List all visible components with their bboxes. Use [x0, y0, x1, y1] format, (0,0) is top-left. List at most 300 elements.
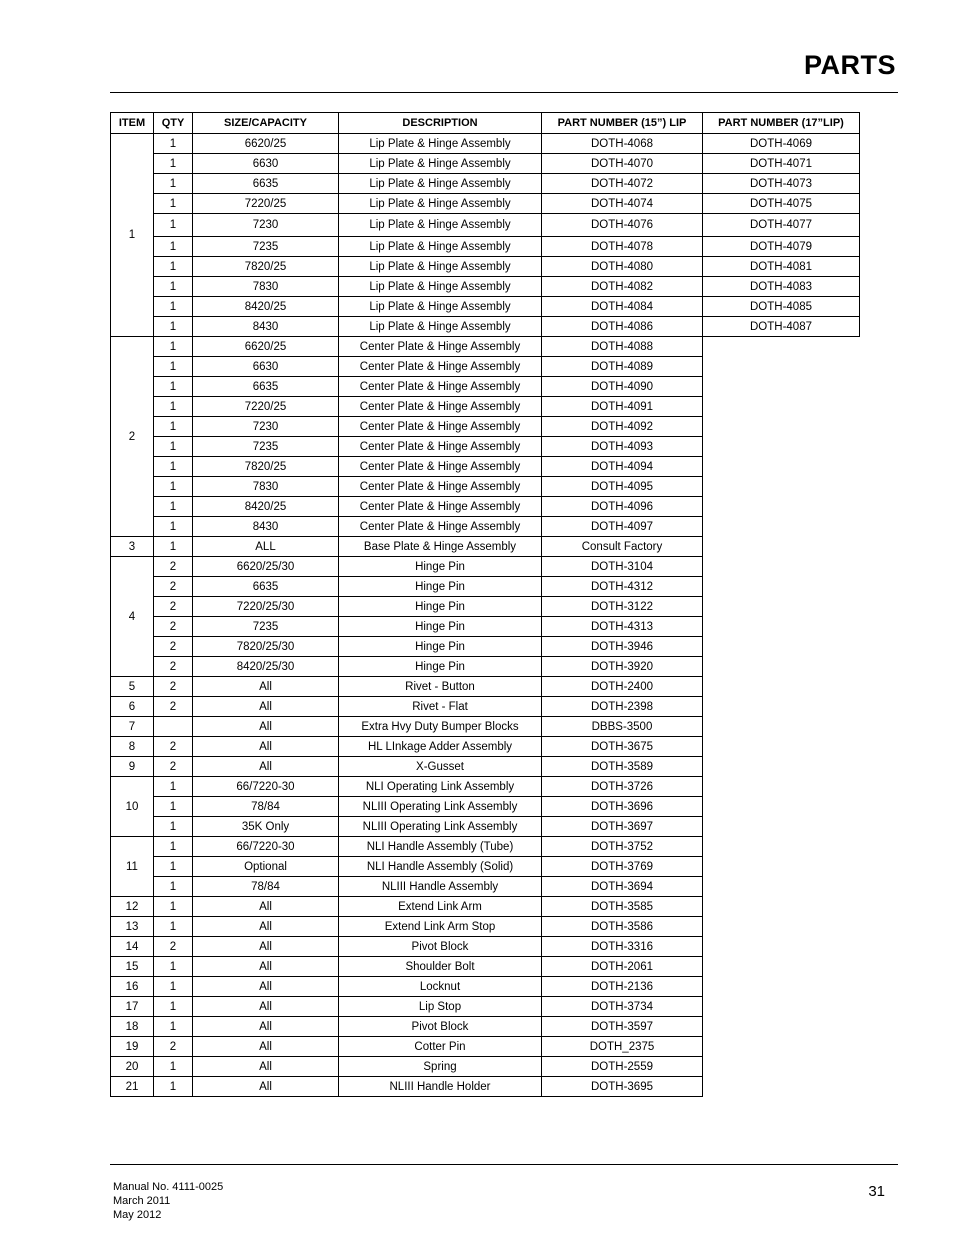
empty-cell [703, 577, 860, 597]
part-number-15-cell: DOTH-4313 [542, 617, 703, 637]
size-cell: 6635 [193, 377, 339, 397]
table-row [111, 134, 860, 154]
part-number-15-cell: Consult Factory [542, 537, 703, 557]
qty-cell: 2 [154, 597, 193, 617]
description-cell: HL LInkage Adder Assembly [339, 737, 542, 757]
part-number-17-cell: DOTH-4075 [703, 194, 860, 214]
part-number-15-cell: DOTH-2061 [542, 957, 703, 977]
table-row [111, 937, 860, 957]
empty-cell [703, 797, 860, 817]
qty-cell: 1 [154, 257, 193, 277]
description-cell: Center Plate & Hinge Assembly [339, 517, 542, 537]
table-row [111, 257, 860, 277]
qty-cell: 2 [154, 657, 193, 677]
description-cell: Center Plate & Hinge Assembly [339, 457, 542, 477]
qty-cell: 1 [154, 497, 193, 517]
part-number-17-cell: DOTH-4079 [703, 237, 860, 257]
description-cell: Shoulder Bolt [339, 957, 542, 977]
table-row [111, 154, 860, 174]
item-number-cell: 12 [111, 897, 154, 917]
qty-cell: 1 [154, 437, 193, 457]
description-cell: Rivet - Button [339, 677, 542, 697]
item-number-cell: 17 [111, 997, 154, 1017]
description-cell: Center Plate & Hinge Assembly [339, 357, 542, 377]
table-row [111, 817, 860, 837]
size-cell: 6635 [193, 577, 339, 597]
table-row [111, 497, 860, 517]
part-number-15-cell: DOTH-3316 [542, 937, 703, 957]
qty-cell: 1 [154, 977, 193, 997]
description-cell: Center Plate & Hinge Assembly [339, 437, 542, 457]
size-cell: 7830 [193, 477, 339, 497]
qty-cell: 1 [154, 997, 193, 1017]
qty-cell: 1 [154, 857, 193, 877]
empty-cell [703, 717, 860, 737]
table-row [111, 437, 860, 457]
part-number-17-cell: DOTH-4077 [703, 214, 860, 237]
empty-cell [703, 857, 860, 877]
empty-cell [703, 457, 860, 477]
part-number-17-cell: DOTH-4073 [703, 174, 860, 194]
size-cell: 7220/25 [193, 397, 339, 417]
part-number-15-cell: DOTH-4086 [542, 317, 703, 337]
description-cell: Lip Plate & Hinge Assembly [339, 174, 542, 194]
qty-cell: 1 [154, 917, 193, 937]
part-number-15-cell: DOTH-3734 [542, 997, 703, 1017]
item-number-cell: 8 [111, 737, 154, 757]
qty-cell: 1 [154, 397, 193, 417]
part-number-15-cell: DOTH-3769 [542, 857, 703, 877]
table-row [111, 237, 860, 257]
empty-cell [703, 357, 860, 377]
description-cell: Lip Plate & Hinge Assembly [339, 277, 542, 297]
qty-cell: 1 [154, 277, 193, 297]
parts-table [110, 112, 860, 1097]
part-number-15-cell: DOTH-4091 [542, 397, 703, 417]
size-cell: All [193, 697, 339, 717]
size-cell: All [193, 717, 339, 737]
item-number-cell: 5 [111, 677, 154, 697]
table-row [111, 757, 860, 777]
table-row [111, 697, 860, 717]
description-cell: Hinge Pin [339, 637, 542, 657]
description-cell: Lip Plate & Hinge Assembly [339, 154, 542, 174]
qty-cell: 1 [154, 317, 193, 337]
empty-cell [703, 837, 860, 857]
issue-date: March 2011 [113, 1195, 171, 1207]
table-row [111, 977, 860, 997]
description-cell: Hinge Pin [339, 617, 542, 637]
size-cell: 78/84 [193, 797, 339, 817]
part-number-15-cell: DOTH-4095 [542, 477, 703, 497]
description-cell: Hinge Pin [339, 577, 542, 597]
description-cell: Hinge Pin [339, 557, 542, 577]
part-number-15-cell: DOTH-2398 [542, 697, 703, 717]
table-row [111, 317, 860, 337]
column-header-qty: QTY [154, 113, 193, 134]
table-row [111, 857, 860, 877]
part-number-15-cell: DOTH-4092 [542, 417, 703, 437]
description-cell: Pivot Block [339, 1017, 542, 1037]
table-row [111, 477, 860, 497]
description-cell: Pivot Block [339, 937, 542, 957]
qty-cell: 2 [154, 557, 193, 577]
item-number-cell: 10 [111, 777, 154, 837]
empty-cell [703, 337, 860, 357]
qty-cell: 1 [154, 817, 193, 837]
size-cell: 7235 [193, 237, 339, 257]
part-number-15-cell: DOTH-4312 [542, 577, 703, 597]
item-number-cell: 2 [111, 337, 154, 537]
size-cell: 6620/25/30 [193, 557, 339, 577]
table-header-row [111, 113, 860, 134]
size-cell: 7235 [193, 617, 339, 637]
qty-cell: 1 [154, 537, 193, 557]
table-row [111, 337, 860, 357]
empty-cell [703, 417, 860, 437]
qty-cell: 2 [154, 937, 193, 957]
part-number-15-cell: DOTH-4082 [542, 277, 703, 297]
empty-cell [703, 937, 860, 957]
empty-cell [703, 957, 860, 977]
size-cell: All [193, 937, 339, 957]
qty-cell: 1 [154, 417, 193, 437]
table-row [111, 1077, 860, 1097]
table-row [111, 617, 860, 637]
size-cell: 7820/25/30 [193, 637, 339, 657]
size-cell: 8420/25 [193, 497, 339, 517]
part-number-15-cell: DOTH-3694 [542, 877, 703, 897]
part-number-15-cell: DOTH_2375 [542, 1037, 703, 1057]
size-cell: 7830 [193, 277, 339, 297]
part-number-15-cell: DOTH-3695 [542, 1077, 703, 1097]
size-cell: 8420/25/30 [193, 657, 339, 677]
description-cell: NLI Handle Assembly (Solid) [339, 857, 542, 877]
part-number-17-cell: DOTH-4087 [703, 317, 860, 337]
table-row [111, 677, 860, 697]
empty-cell [703, 757, 860, 777]
qty-cell: 1 [154, 297, 193, 317]
item-number-cell: 16 [111, 977, 154, 997]
part-number-15-cell: DOTH-3586 [542, 917, 703, 937]
empty-cell [703, 477, 860, 497]
qty-cell: 2 [154, 697, 193, 717]
column-header-part-17: PART NUMBER (17”LIP) [703, 113, 860, 134]
description-cell: Lip Plate & Hinge Assembly [339, 317, 542, 337]
size-cell: ALL [193, 537, 339, 557]
empty-cell [703, 997, 860, 1017]
empty-cell [703, 497, 860, 517]
table-row [111, 917, 860, 937]
size-cell: All [193, 897, 339, 917]
qty-cell: 1 [154, 214, 193, 237]
table-row [111, 877, 860, 897]
part-number-15-cell: DOTH-4068 [542, 134, 703, 154]
table-row [111, 717, 860, 737]
description-cell: Base Plate & Hinge Assembly [339, 537, 542, 557]
empty-cell [703, 737, 860, 757]
part-number-15-cell: DOTH-4070 [542, 154, 703, 174]
part-number-15-cell: DOTH-4074 [542, 194, 703, 214]
empty-cell [703, 777, 860, 797]
description-cell: Locknut [339, 977, 542, 997]
table-row [111, 1037, 860, 1057]
size-cell: 8430 [193, 317, 339, 337]
part-number-15-cell: DOTH-4096 [542, 497, 703, 517]
part-number-15-cell: DOTH-4097 [542, 517, 703, 537]
table-row [111, 837, 860, 857]
part-number-15-cell: DOTH-3675 [542, 737, 703, 757]
size-cell: 7220/25/30 [193, 597, 339, 617]
part-number-15-cell: DOTH-4072 [542, 174, 703, 194]
part-number-15-cell: DOTH-4088 [542, 337, 703, 357]
table-row [111, 797, 860, 817]
size-cell: All [193, 957, 339, 977]
part-number-15-cell: DOTH-2136 [542, 977, 703, 997]
table-row [111, 357, 860, 377]
part-number-15-cell: DOTH-3597 [542, 1017, 703, 1037]
empty-cell [703, 1077, 860, 1097]
part-number-15-cell: DOTH-3122 [542, 597, 703, 617]
description-cell: Cotter Pin [339, 1037, 542, 1057]
size-cell: 7820/25 [193, 457, 339, 477]
size-cell: Optional [193, 857, 339, 877]
part-number-15-cell: DOTH-4089 [542, 357, 703, 377]
table-row [111, 897, 860, 917]
table-row [111, 957, 860, 977]
empty-cell [703, 657, 860, 677]
size-cell: All [193, 997, 339, 1017]
item-number-cell: 1 [111, 134, 154, 337]
description-cell: Hinge Pin [339, 657, 542, 677]
description-cell: NLI Handle Assembly (Tube) [339, 837, 542, 857]
qty-cell: 1 [154, 134, 193, 154]
item-number-cell: 13 [111, 917, 154, 937]
qty-cell: 1 [154, 1077, 193, 1097]
size-cell: All [193, 1057, 339, 1077]
part-number-15-cell: DOTH-3920 [542, 657, 703, 677]
description-cell: NLIII Operating Link Assembly [339, 797, 542, 817]
size-cell: All [193, 737, 339, 757]
qty-cell: 1 [154, 897, 193, 917]
part-number-15-cell: DOTH-3585 [542, 897, 703, 917]
description-cell: Lip Plate & Hinge Assembly [339, 257, 542, 277]
size-cell: All [193, 757, 339, 777]
column-header-description: DESCRIPTION [339, 113, 542, 134]
part-number-15-cell: DOTH-3697 [542, 817, 703, 837]
table-row [111, 737, 860, 757]
description-cell: Extra Hvy Duty Bumper Blocks [339, 717, 542, 737]
empty-cell [703, 977, 860, 997]
empty-cell [703, 817, 860, 837]
part-number-15-cell: DOTH-2559 [542, 1057, 703, 1077]
qty-cell: 1 [154, 1057, 193, 1077]
size-cell: All [193, 917, 339, 937]
qty-cell: 2 [154, 617, 193, 637]
column-header-part-15: PART NUMBER (15”) LIP [542, 113, 703, 134]
size-cell: All [193, 977, 339, 997]
description-cell: Center Plate & Hinge Assembly [339, 377, 542, 397]
table-row [111, 557, 860, 577]
part-number-15-cell: DBBS-3500 [542, 717, 703, 737]
empty-cell [703, 697, 860, 717]
item-number-cell: 15 [111, 957, 154, 977]
part-number-15-cell: DOTH-4094 [542, 457, 703, 477]
qty-cell: 2 [154, 757, 193, 777]
qty-cell: 1 [154, 877, 193, 897]
description-cell: Center Plate & Hinge Assembly [339, 397, 542, 417]
size-cell: 7230 [193, 417, 339, 437]
qty-cell: 2 [154, 577, 193, 597]
table-row [111, 397, 860, 417]
description-cell: Lip Plate & Hinge Assembly [339, 297, 542, 317]
empty-cell [703, 897, 860, 917]
qty-cell: 1 [154, 517, 193, 537]
qty-cell: 1 [154, 174, 193, 194]
item-number-cell: 7 [111, 717, 154, 737]
qty-cell: 1 [154, 337, 193, 357]
description-cell: Lip Plate & Hinge Assembly [339, 237, 542, 257]
bottom-rule [110, 1164, 898, 1165]
size-cell: 8430 [193, 517, 339, 537]
footer-info [113, 1180, 223, 1222]
qty-cell: 2 [154, 737, 193, 757]
table-row [111, 277, 860, 297]
qty-cell: 1 [154, 957, 193, 977]
description-cell: Lip Stop [339, 997, 542, 1017]
part-number-15-cell: DOTH-4090 [542, 377, 703, 397]
part-number-15-cell: DOTH-4084 [542, 297, 703, 317]
table-row [111, 777, 860, 797]
empty-cell [703, 1037, 860, 1057]
table-row [111, 1017, 860, 1037]
qty-cell: 1 [154, 777, 193, 797]
top-rule [110, 92, 898, 93]
column-header-item: ITEM [111, 113, 154, 134]
size-cell: 66/7220-30 [193, 837, 339, 857]
part-number-15-cell: DOTH-4076 [542, 214, 703, 237]
size-cell: All [193, 1037, 339, 1057]
part-number-15-cell: DOTH-3104 [542, 557, 703, 577]
description-cell: Spring [339, 1057, 542, 1077]
qty-cell: 2 [154, 1037, 193, 1057]
size-cell: 6620/25 [193, 134, 339, 154]
page-title: PARTS [803, 50, 896, 80]
part-number-15-cell: DOTH-3752 [542, 837, 703, 857]
empty-cell [703, 677, 860, 697]
empty-cell [703, 637, 860, 657]
size-cell: All [193, 1077, 339, 1097]
empty-cell [703, 617, 860, 637]
qty-cell: 1 [154, 837, 193, 857]
empty-cell [703, 877, 860, 897]
qty-cell: 1 [154, 457, 193, 477]
empty-cell [703, 597, 860, 617]
size-cell: All [193, 677, 339, 697]
description-cell: Center Plate & Hinge Assembly [339, 477, 542, 497]
item-number-cell: 20 [111, 1057, 154, 1077]
size-cell: 6620/25 [193, 337, 339, 357]
part-number-15-cell: DOTH-3589 [542, 757, 703, 777]
qty-cell: 1 [154, 237, 193, 257]
item-number-cell: 19 [111, 1037, 154, 1057]
description-cell: Center Plate & Hinge Assembly [339, 337, 542, 357]
description-cell: NLI Operating Link Assembly [339, 777, 542, 797]
description-cell: Lip Plate & Hinge Assembly [339, 134, 542, 154]
size-cell: 6635 [193, 174, 339, 194]
table-row [111, 657, 860, 677]
description-cell: Hinge Pin [339, 597, 542, 617]
qty-cell: 2 [154, 637, 193, 657]
description-cell: Lip Plate & Hinge Assembly [339, 214, 542, 237]
description-cell: NLIII Operating Link Assembly [339, 817, 542, 837]
size-cell: 7230 [193, 214, 339, 237]
empty-cell [703, 1057, 860, 1077]
table-row [111, 637, 860, 657]
description-cell: Center Plate & Hinge Assembly [339, 417, 542, 437]
table-row [111, 457, 860, 477]
empty-cell [703, 517, 860, 537]
table-row [111, 214, 860, 237]
table-row [111, 537, 860, 557]
table-row [111, 997, 860, 1017]
size-cell: 6630 [193, 154, 339, 174]
size-cell: 7820/25 [193, 257, 339, 277]
description-cell: Rivet - Flat [339, 697, 542, 717]
qty-cell [154, 717, 193, 737]
qty-cell: 1 [154, 377, 193, 397]
qty-cell: 1 [154, 357, 193, 377]
description-cell: NLIII Handle Holder [339, 1077, 542, 1097]
empty-cell [703, 437, 860, 457]
size-cell: 78/84 [193, 877, 339, 897]
manual-number: Manual No. 4111-0025 [113, 1181, 224, 1193]
qty-cell: 1 [154, 154, 193, 174]
description-cell: Extend Link Arm Stop [339, 917, 542, 937]
part-number-15-cell: DOTH-4080 [542, 257, 703, 277]
qty-cell: 1 [154, 797, 193, 817]
part-number-15-cell: DOTH-3696 [542, 797, 703, 817]
size-cell: 66/7220-30 [193, 777, 339, 797]
empty-cell [703, 397, 860, 417]
empty-cell [703, 917, 860, 937]
size-cell: 6630 [193, 357, 339, 377]
table-row [111, 517, 860, 537]
part-number-15-cell: DOTH-3946 [542, 637, 703, 657]
part-number-15-cell: DOTH-4078 [542, 237, 703, 257]
item-number-cell: 21 [111, 1077, 154, 1097]
table-row [111, 194, 860, 214]
table-row [111, 174, 860, 194]
part-number-17-cell: DOTH-4081 [703, 257, 860, 277]
table-row [111, 577, 860, 597]
item-number-cell: 6 [111, 697, 154, 717]
description-cell: Lip Plate & Hinge Assembly [339, 194, 542, 214]
part-number-17-cell: DOTH-4069 [703, 134, 860, 154]
table-row [111, 417, 860, 437]
qty-cell: 1 [154, 1017, 193, 1037]
table-row [111, 377, 860, 397]
part-number-17-cell: DOTH-4083 [703, 277, 860, 297]
description-cell: X-Gusset [339, 757, 542, 777]
item-number-cell: 18 [111, 1017, 154, 1037]
empty-cell [703, 537, 860, 557]
item-number-cell: 11 [111, 837, 154, 897]
size-cell: 7235 [193, 437, 339, 457]
column-header-size: SIZE/CAPACITY [193, 113, 339, 134]
description-cell: Extend Link Arm [339, 897, 542, 917]
item-number-cell: 3 [111, 537, 154, 557]
